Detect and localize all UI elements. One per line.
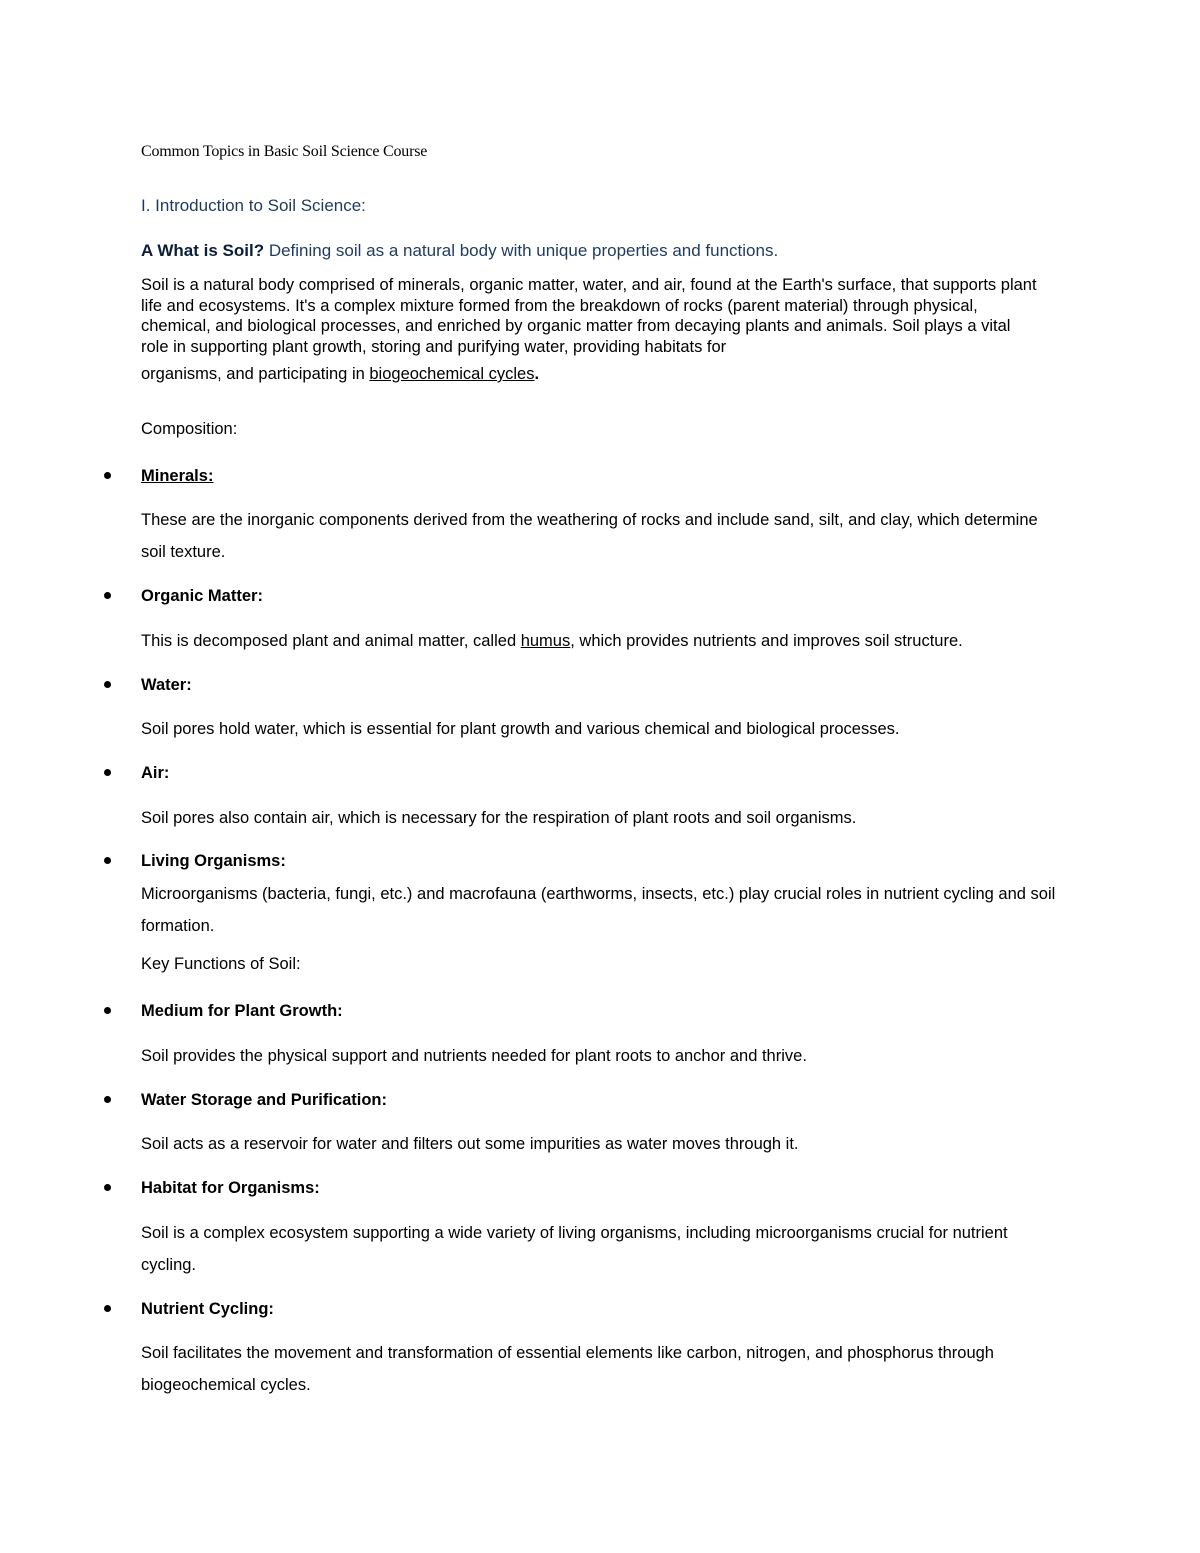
function-title-habitat: Habitat for Organisms:: [141, 1179, 320, 1197]
bullet-icon: [104, 472, 111, 479]
function-desc-plant-growth: Soil provides the physical support and nutrients needed for plant roots to anchor and thrive.: [141, 1047, 807, 1065]
organic-desc-after: , which provides nutrients and improves soil structure.: [570, 632, 963, 650]
composition-title-living-organisms: Living Organisms:: [141, 852, 286, 870]
humus-link[interactable]: humus: [520, 632, 571, 650]
function-title-nutrient-cycling: Nutrient Cycling:: [141, 1300, 274, 1318]
composition-title-organic-matter: Organic Matter:: [141, 587, 263, 605]
bullet-icon: [104, 769, 111, 776]
function-desc-habitat: Soil is a complex ecosystem supporting a wide variety of living organisms, including microorganisms crucial for nutrient cycling.: [141, 1224, 1008, 1274]
function-desc-water-storage: Soil acts as a reservoir for water and filters out some impurities as water moves through it.: [141, 1135, 799, 1153]
organic-desc-before: This is decomposed plant and animal matter, called: [141, 632, 521, 650]
bullet-icon: [104, 1305, 111, 1312]
composition-label: Composition:: [141, 420, 238, 438]
bullet-icon: [104, 1184, 111, 1191]
composition-desc-organic-matter: [141, 625, 1061, 657]
composition-desc-water: Soil pores hold water, which is essential for plant growth and various chemical and biological processes.: [141, 720, 900, 738]
bullet-icon: [104, 857, 111, 864]
bullet-icon: [104, 681, 111, 688]
function-title-plant-growth: Medium for Plant Growth:: [141, 1002, 343, 1020]
biogeochemical-cycles-link[interactable]: biogeochemical cycles: [369, 365, 535, 383]
composition-title-minerals: Minerals:: [141, 467, 214, 485]
document-title: Common Topics in Basic Soil Science Course: [141, 143, 428, 160]
composition-desc-air: Soil pores also contain air, which is necessary for the respiration of plant roots and soil organisms.: [141, 809, 857, 827]
subheading: [141, 241, 778, 261]
bullet-icon: [104, 592, 111, 599]
bullet-icon: [104, 1096, 111, 1103]
intro-period: .: [534, 365, 540, 383]
functions-label: Key Functions of Soil:: [141, 955, 301, 973]
composition-title-water: Water:: [141, 676, 192, 694]
intro-text: Soil is a natural body comprised of minerals, organic matter, water, and air, found at the Earth's surface, that supports plant life and ecosystems. It's a complex mixture formed from the breakdown of rocks (parent material) through physical, chemical, and biological processes, and enriched by organic matter from decaying plants and animals. Soil plays a vital role in supporting plant growth, storing and purifying water, providing habitats for: [141, 276, 1037, 356]
function-title-water-storage: Water Storage and Purification:: [141, 1091, 388, 1109]
intro-tail: [141, 364, 1041, 385]
function-desc-nutrient-cycling: Soil facilitates the movement and transformation of essential elements like carbon, nitrogen, and phosphorus through biogeochemical cycles.: [141, 1344, 994, 1394]
intro-text-2: organisms, and participating in: [141, 365, 370, 383]
composition-title-air: Air:: [141, 764, 170, 782]
bullet-icon: [104, 1007, 111, 1014]
composition-desc-minerals: These are the inorganic components derived from the weathering of rocks and include sand, silt, and clay, which determine soil texture.: [141, 511, 1038, 561]
subheading-text: Defining soil as a natural body with unique properties and functions.: [264, 241, 779, 260]
subheading-bold: A What is Soil?: [141, 241, 265, 260]
composition-desc-living-organisms: Microorganisms (bacteria, fungi, etc.) and macrofauna (earthworms, insects, etc.) play crucial roles in nutrient cycling and soil formation.: [141, 885, 1056, 935]
intro-paragraph: [141, 275, 1041, 385]
section-heading: I. Introduction to Soil Science:: [141, 196, 366, 215]
